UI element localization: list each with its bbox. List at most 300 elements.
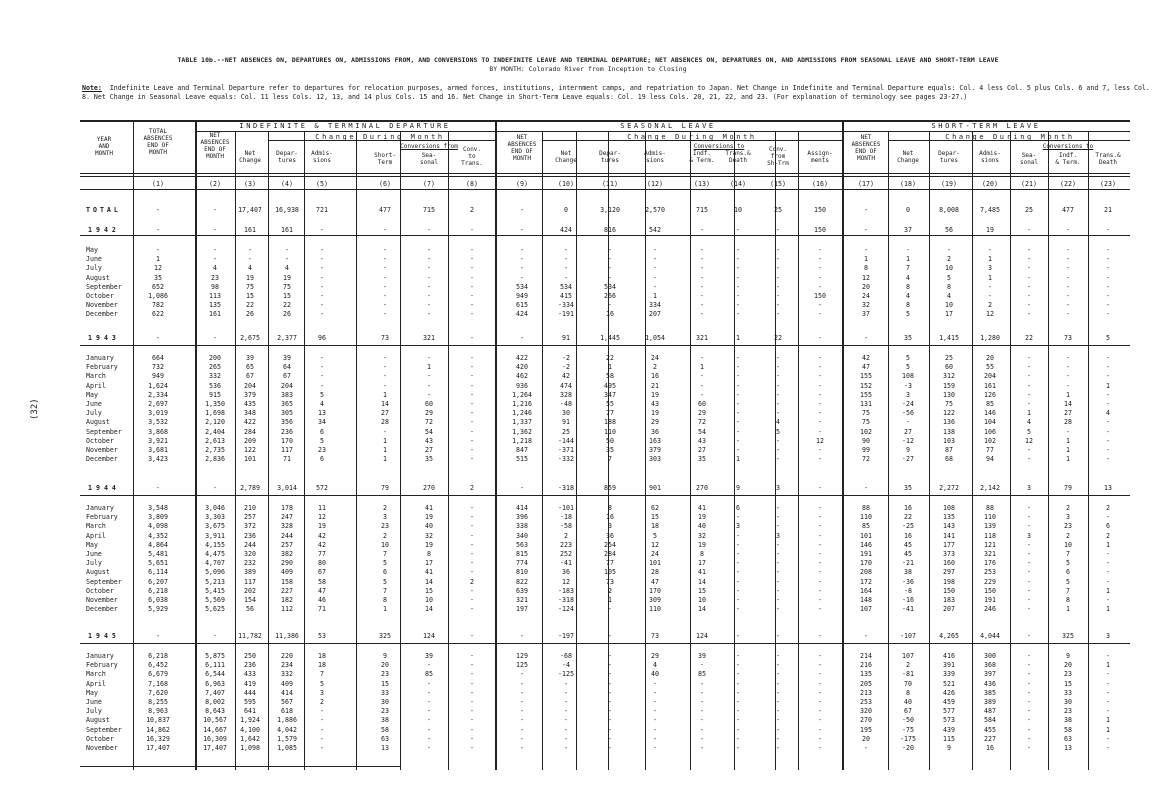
table-cell: 182 — [281, 596, 293, 604]
table-cell: 77 — [606, 409, 614, 418]
table-cell: - — [653, 734, 657, 743]
table-cell: 4 — [248, 264, 252, 273]
year-summary-cell: - — [470, 226, 474, 234]
table-cell: 6,207 — [148, 577, 168, 586]
table-cell: 64 — [283, 363, 291, 372]
table-cell: 4,707 — [205, 559, 225, 568]
table-cell: 320 — [860, 707, 872, 716]
table-cell: 26 — [246, 310, 254, 319]
table-cell: 573 — [943, 716, 955, 725]
table-cell: - — [564, 734, 568, 743]
table-cell: 101 — [244, 455, 256, 464]
table-cell: - — [470, 255, 474, 264]
table-cell: 4,042 — [277, 725, 297, 734]
table-cell: - — [736, 273, 740, 282]
table-cell: - — [736, 400, 740, 408]
table-cell: 67 — [246, 372, 254, 381]
table-cell: 19 — [425, 513, 433, 522]
table-cell: - — [1106, 372, 1110, 381]
table-cell: 5 — [1027, 427, 1031, 436]
column-header: Trans.& Death — [1095, 152, 1121, 166]
table-cell: - — [320, 292, 324, 300]
table-cell: 420 — [516, 363, 528, 372]
table-cell: 23 — [318, 446, 326, 454]
month-label: October — [86, 586, 114, 595]
group-divider — [842, 120, 844, 770]
table-cell: - — [776, 372, 780, 381]
table-cell: - — [608, 716, 612, 725]
table-cell: 146 — [984, 409, 996, 418]
table-cell: - — [818, 707, 822, 716]
table-cell: 8 — [906, 688, 910, 697]
table-cell: 39 — [283, 354, 291, 362]
table-cell: 1,246 — [512, 409, 532, 418]
table-cell: 23 — [1064, 670, 1072, 679]
table-cell: 19 — [246, 273, 254, 282]
table-cell: 6 — [320, 427, 324, 436]
table-cell: 106 — [984, 427, 996, 436]
year-summary-cell: 2,377 — [277, 334, 297, 342]
table-cell: 155 — [860, 390, 872, 399]
table-cell: -21 — [902, 559, 914, 568]
table-cell: 3,911 — [205, 531, 225, 540]
table-cell: 172 — [860, 577, 872, 586]
column-header: Admis- sions — [979, 150, 1001, 164]
table-cell: - — [470, 744, 474, 752]
table-cell: 3 — [988, 264, 992, 273]
year-summary-cell: - — [818, 484, 822, 492]
table-cell: - — [653, 716, 657, 725]
table-cell: 257 — [244, 513, 256, 522]
table-cell: 297 — [943, 568, 955, 577]
table-cell: 214 — [860, 652, 872, 660]
group-subrule — [195, 131, 1130, 132]
month-label: July — [86, 707, 102, 716]
column-number: (22) — [1060, 180, 1076, 188]
table-cell: 2,404 — [205, 427, 225, 436]
table-cell: 34 — [318, 418, 326, 427]
table-cell: -50 — [902, 716, 914, 725]
table-cell: - — [427, 273, 431, 282]
table-cell: - — [383, 292, 387, 300]
table-cell: 397 — [984, 670, 996, 679]
table-cell: - — [818, 586, 822, 595]
table-cell: - — [608, 707, 612, 716]
table-cell: 136 — [943, 418, 955, 427]
table-cell: 32 — [425, 531, 433, 540]
table-cell: 25 — [562, 427, 570, 436]
year-summary-cell: 91 — [562, 334, 570, 342]
table-cell: 2,697 — [148, 400, 168, 408]
table-cell: 6,544 — [205, 670, 225, 679]
table-cell: 108 — [943, 504, 955, 512]
table-cell: 71 — [283, 455, 291, 464]
column-number: (1) — [152, 180, 164, 188]
table-cell: 108 — [902, 372, 914, 381]
table-cell: - — [818, 390, 822, 399]
table-cell: - — [1106, 513, 1110, 522]
table-cell: - — [776, 679, 780, 688]
table-cell: - — [1027, 652, 1031, 660]
table-cell: - — [776, 559, 780, 568]
table-cell: 91 — [562, 418, 570, 427]
table-cell: - — [427, 390, 431, 399]
table-cell: - — [776, 409, 780, 418]
table-cell: - — [520, 264, 524, 273]
table-cell: 426 — [943, 688, 955, 697]
table-cell: - — [818, 670, 822, 679]
table-cell: 55 — [606, 400, 614, 408]
month-label: September — [86, 282, 122, 291]
table-cell: 5,415 — [205, 586, 225, 595]
table-cell: 220 — [281, 652, 293, 660]
table-cell: 9 — [906, 446, 910, 454]
table-cell: - — [818, 363, 822, 372]
table-cell: 9 — [383, 652, 387, 660]
table-cell: 7 — [1066, 550, 1070, 558]
column-divider — [1048, 132, 1049, 770]
column-header: Sea- sonal — [1019, 152, 1039, 166]
table-cell: - — [520, 707, 524, 716]
year-summary-cell: 161 — [281, 226, 293, 234]
table-cell: 409 — [281, 568, 293, 577]
table-cell: 80 — [318, 559, 326, 568]
table-cell: 38 — [904, 568, 912, 577]
column-header: Depar- tures — [599, 150, 621, 164]
table-cell: 112 — [281, 605, 293, 614]
month-label: September — [86, 427, 122, 436]
table-cell: - — [1106, 310, 1110, 319]
table-cell: 715 — [696, 206, 708, 214]
table-cell: - — [1106, 418, 1110, 427]
table-cell: - — [776, 282, 780, 291]
table-cell: - — [520, 679, 524, 688]
table-cell: 15 — [651, 513, 659, 522]
table-cell: - — [818, 354, 822, 362]
table-cell: - — [1106, 436, 1110, 445]
table-cell: - — [818, 577, 822, 586]
column-divider — [304, 132, 305, 770]
table-cell: - — [520, 744, 524, 752]
column-divider — [929, 132, 930, 770]
table-cell: 24 — [651, 354, 659, 362]
table-cell: 439 — [943, 725, 955, 734]
table-cell: 164 — [860, 586, 872, 595]
table-cell: - — [818, 550, 822, 558]
table-cell: 121 — [984, 540, 996, 549]
year-summary-cell: - — [156, 632, 160, 640]
table-cell: 20 — [862, 734, 870, 743]
table-cell: 24 — [862, 292, 870, 300]
table-cell: - — [383, 310, 387, 319]
table-cell: - — [470, 282, 474, 291]
table-cell: 143 — [943, 522, 955, 531]
year-summary-cell: 11,386 — [275, 632, 299, 640]
table-cell: -2 — [562, 363, 570, 372]
table-cell: - — [383, 255, 387, 264]
note-text: Indefinite Leave and Terminal Departure refer to departures for relocation purposes, armed forces, institutions, internment camps, and repatriation to Japan. Net Change in Indefinite and Terminal Departure equals: Col. 4 less Col. 5 plus Cols. 6 and 7, less Col. 8. Net Change in Seasonal Leave equals: Col. 11 less Cols. 12, 13, and 14 plus Cols. 15 and 16. Net Change in Short-Term Leave equals: Col. 19 less Cols. 20, 21, 22, and 23. (For explanation of terminology see pages 23-27.) — [82, 84, 1150, 101]
table-cell: 191 — [984, 596, 996, 604]
column-header: Short- Term — [374, 152, 396, 166]
table-cell: 22 — [246, 301, 254, 310]
table-cell: 284 — [244, 427, 256, 436]
table-cell: - — [470, 301, 474, 310]
table-cell: 6,038 — [148, 596, 168, 604]
column-divider — [645, 132, 646, 770]
table-cell: 8,008 — [939, 206, 959, 214]
table-cell: 2 — [988, 301, 992, 310]
table-cell: 191 — [860, 550, 872, 558]
table-cell: - — [818, 418, 822, 427]
table-cell: 284 — [604, 550, 616, 558]
table-cell: - — [776, 725, 780, 734]
table-cell: - — [700, 661, 704, 670]
table-cell: - — [700, 744, 704, 752]
table-cell: - — [520, 273, 524, 282]
table-cell: 16 — [904, 531, 912, 540]
table-cell: - — [818, 522, 822, 531]
table-cell: 3,548 — [148, 504, 168, 512]
column-number: (7) — [423, 180, 435, 188]
table-cell: 3,809 — [148, 513, 168, 522]
table-cell: 3 — [906, 390, 910, 399]
table-cell: 3,046 — [205, 504, 225, 512]
table-cell: 21 — [1104, 206, 1112, 214]
table-cell: - — [608, 246, 612, 254]
table-cell: - — [383, 427, 387, 436]
table-cell: 204 — [281, 381, 293, 390]
table-cell: 7 — [1066, 586, 1070, 595]
table-cell: - — [1027, 559, 1031, 568]
table-cell: 75 — [862, 409, 870, 418]
table-cell: - — [776, 540, 780, 549]
table-cell: - — [864, 206, 868, 214]
table-cell: - — [818, 246, 822, 254]
table-cell: 1,642 — [240, 734, 260, 743]
table-cell: 474 — [560, 381, 572, 390]
table-cell: 16 — [904, 504, 912, 512]
table-cell: 4 — [906, 273, 910, 282]
table-cell: - — [736, 427, 740, 436]
table-cell: - — [320, 246, 324, 254]
table-cell: 334 — [649, 301, 661, 310]
table-cell: - — [776, 670, 780, 679]
month-label: October — [86, 292, 114, 300]
table-cell: - — [736, 513, 740, 522]
note-label: Note: — [82, 84, 102, 92]
table-cell: - — [776, 550, 780, 558]
table-cell: 12 — [816, 436, 824, 445]
table-cell: 10 — [1064, 540, 1072, 549]
table-cell: 197 — [516, 605, 528, 614]
table-cell: - — [320, 744, 324, 752]
table-cell: - — [383, 372, 387, 381]
table-cell: - — [470, 273, 474, 282]
table-cell: -318 — [558, 596, 574, 604]
year-summary-cell: -318 — [558, 484, 574, 492]
table-cell: 236 — [244, 531, 256, 540]
table-cell: - — [608, 698, 612, 706]
table-cell: - — [776, 381, 780, 390]
table-cell: - — [818, 605, 822, 614]
table-cell: 17 — [945, 310, 953, 319]
table-cell: 19 — [698, 513, 706, 522]
table-cell: 21 — [651, 381, 659, 390]
year-summary-cell: 79 — [1064, 484, 1072, 492]
table-cell: - — [906, 418, 910, 427]
table-cell: 8,963 — [148, 707, 168, 716]
table-cell: 2 — [906, 661, 910, 670]
table-cell: 14 — [698, 577, 706, 586]
table-cell: - — [1066, 427, 1070, 436]
table-cell: 5,651 — [148, 559, 168, 568]
table-cell: 340 — [516, 531, 528, 540]
table-cell: - — [776, 301, 780, 310]
table-cell: 9 — [1066, 652, 1070, 660]
table-cell: - — [818, 310, 822, 319]
table-cell: -36 — [902, 577, 914, 586]
table-cell: - — [653, 273, 657, 282]
table-cell: - — [736, 652, 740, 660]
table-cell: - — [156, 206, 160, 214]
table-cell: 0 — [564, 206, 568, 214]
table-cell: - — [470, 531, 474, 540]
table-cell: 29 — [425, 409, 433, 418]
table-cell: 40 — [651, 670, 659, 679]
table-cell: - — [736, 568, 740, 577]
table-cell: 155 — [860, 372, 872, 381]
column-divider — [576, 132, 577, 770]
table-cell: 42 — [318, 540, 326, 549]
table-cell: 125 — [516, 661, 528, 670]
table-cell: 8 — [1066, 596, 1070, 604]
table-cell: 1 — [1066, 436, 1070, 445]
table-cell: 88 — [986, 504, 994, 512]
table-cell: 5 — [906, 354, 910, 362]
table-cell: 2 — [653, 363, 657, 372]
table-cell: - — [818, 596, 822, 604]
table-cell: - — [1027, 264, 1031, 273]
table-cell: - — [564, 264, 568, 273]
table-cell: 495 — [604, 381, 616, 390]
table-cell: 85 — [986, 400, 994, 408]
table-cell: 14 — [1064, 400, 1072, 408]
table-cell: - — [320, 734, 324, 743]
table-cell: - — [383, 264, 387, 273]
year-summary-cell: 53 — [318, 632, 326, 640]
table-cell: 29 — [651, 652, 659, 660]
column-header: Indf. & Term. — [689, 150, 715, 164]
year-summary-cell: 2 — [470, 484, 474, 492]
table-cell: 43 — [651, 400, 659, 408]
table-cell: 183 — [943, 596, 955, 604]
table-cell: 309 — [649, 596, 661, 604]
table-cell: 1 — [608, 363, 612, 372]
table-cell: 1 — [1106, 716, 1110, 725]
table-cell: 4,100 — [240, 725, 260, 734]
table-cell: 1 — [1106, 605, 1110, 614]
table-cell: - — [736, 354, 740, 362]
table-cell: 6 — [1066, 568, 1070, 577]
table-cell: 1 — [427, 363, 431, 372]
column-header: NET ABSENCES END OF MONTH — [851, 134, 881, 162]
table-cell: 209 — [244, 436, 256, 445]
year-summary-cell: 96 — [318, 334, 326, 342]
table-cell: 328 — [281, 522, 293, 531]
table-cell: - — [736, 698, 740, 706]
table-cell: 15 — [381, 679, 389, 688]
table-cell: 1 — [156, 255, 160, 264]
year-summary-cell: 3 — [776, 484, 780, 492]
table-cell: 3,532 — [148, 418, 168, 427]
table-cell: - — [608, 255, 612, 264]
column-number: (12) — [647, 180, 663, 188]
table-cell: 60 — [698, 400, 706, 408]
table-cell: 3,675 — [205, 522, 225, 531]
column-number: (21) — [1021, 180, 1037, 188]
table-cell: - — [736, 559, 740, 568]
table-cell: 332 — [281, 670, 293, 679]
table-cell: - — [776, 446, 780, 454]
table-cell: 365 — [281, 400, 293, 408]
table-cell: 1,362 — [512, 427, 532, 436]
table-cell: 1 — [1106, 586, 1110, 595]
table-cell: 379 — [649, 446, 661, 454]
table-cell: 3,423 — [148, 455, 168, 464]
table-cell: - — [1106, 688, 1110, 697]
table-cell: - — [520, 716, 524, 725]
year-summary-cell: 325 — [379, 632, 391, 640]
table-cell: - — [1066, 363, 1070, 372]
table-cell: 732 — [152, 363, 164, 372]
table-cell: 7 — [608, 455, 612, 464]
table-cell: 1 — [608, 596, 612, 604]
year-summary-cell: 1,415 — [939, 334, 959, 342]
table-cell: 107 — [902, 652, 914, 660]
table-cell: - — [1027, 363, 1031, 372]
table-cell: - — [700, 381, 704, 390]
table-cell: - — [1106, 255, 1110, 264]
table-cell: - — [427, 255, 431, 264]
table-cell: - — [818, 513, 822, 522]
table-cell: 5 — [383, 577, 387, 586]
table-cell: 2 — [470, 577, 474, 586]
table-cell: 2 — [1106, 504, 1110, 512]
year-summary-cell: - — [1027, 226, 1031, 234]
table-cell: - — [818, 568, 822, 577]
table-cell: - — [427, 354, 431, 362]
table-cell: - — [700, 679, 704, 688]
table-cell: - — [700, 292, 704, 300]
table-cell: 305 — [281, 409, 293, 418]
table-cell: - — [320, 363, 324, 372]
table-cell: 356 — [281, 418, 293, 427]
table-cell: 198 — [943, 577, 955, 586]
table-cell: 7 — [383, 586, 387, 595]
year-summary-cell: 2,789 — [240, 484, 260, 492]
table-cell: - — [608, 661, 612, 670]
table-cell: - — [1027, 734, 1031, 743]
table-cell: 416 — [943, 652, 955, 660]
table-cell: 17 — [425, 559, 433, 568]
table-cell: 4 — [213, 264, 217, 273]
table-cell: -81 — [902, 670, 914, 679]
table-cell: 126 — [984, 390, 996, 399]
table-cell: - — [818, 716, 822, 725]
table-cell: 332 — [209, 372, 221, 381]
table-cell: 347 — [604, 390, 616, 399]
column-header: Indf. & Term. — [1055, 152, 1081, 166]
